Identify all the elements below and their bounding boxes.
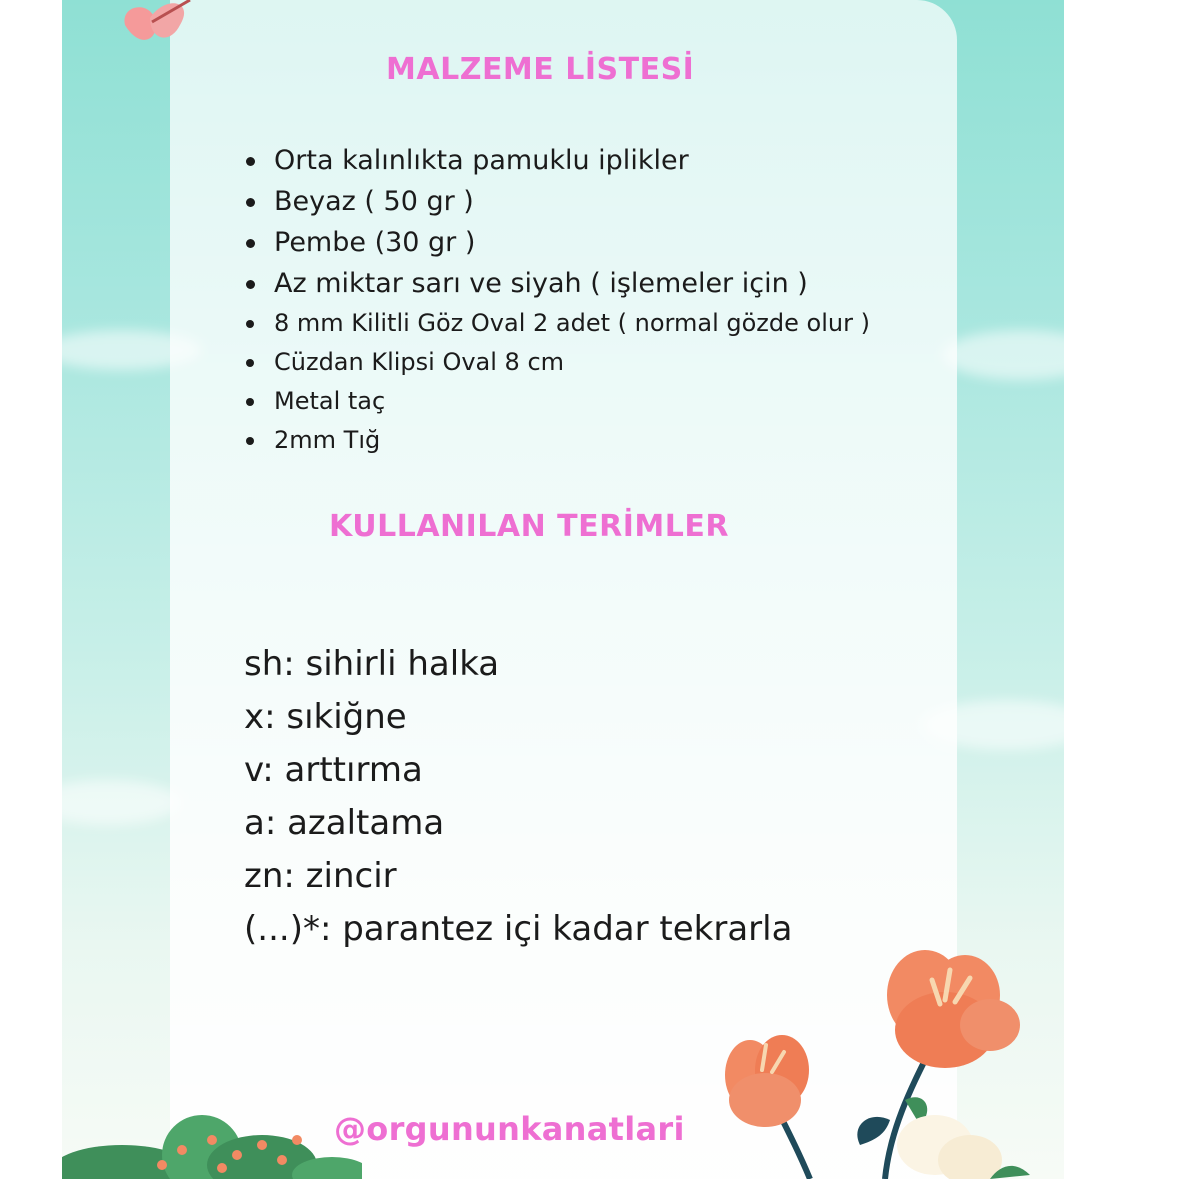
- instagram-handle: @orgununkanatlari: [334, 1110, 685, 1148]
- term-item: (...)*: parantez içi kadar tekrarla: [244, 909, 793, 949]
- terms-title: KULLANILAN TERİMLER: [329, 509, 729, 544]
- list-item: Az miktar sarı ve siyah ( işlemeler için ): [244, 263, 870, 304]
- list-item: 8 mm Kilitli Göz Oval 2 adet ( normal gözde olur ): [244, 304, 870, 343]
- term-item: sh: sihirli halka: [244, 644, 500, 684]
- list-item: Pembe (30 gr ): [244, 222, 870, 263]
- term-item: zn: zincir: [244, 856, 397, 896]
- list-item: Beyaz ( 50 gr ): [244, 181, 870, 222]
- materials-list: [244, 140, 870, 460]
- list-item: 2mm Tığ: [244, 421, 870, 460]
- term-item: a: azaltama: [244, 803, 445, 843]
- list-item: Metal taç: [244, 382, 870, 421]
- term-item: v: arttırma: [244, 750, 423, 790]
- terms-list: [244, 638, 792, 956]
- leaf-bush-icon: [62, 1090, 362, 1179]
- list-item: Orta kalınlıkta pamuklu iplikler: [244, 140, 870, 181]
- flower-icon: [700, 940, 1064, 1179]
- term-item: x: sıkiğne: [244, 697, 407, 737]
- materials-title: MALZEME LİSTESİ: [386, 52, 695, 87]
- list-item: Cüzdan Klipsi Oval 8 cm: [244, 343, 870, 382]
- butterfly-icon: [110, 0, 200, 56]
